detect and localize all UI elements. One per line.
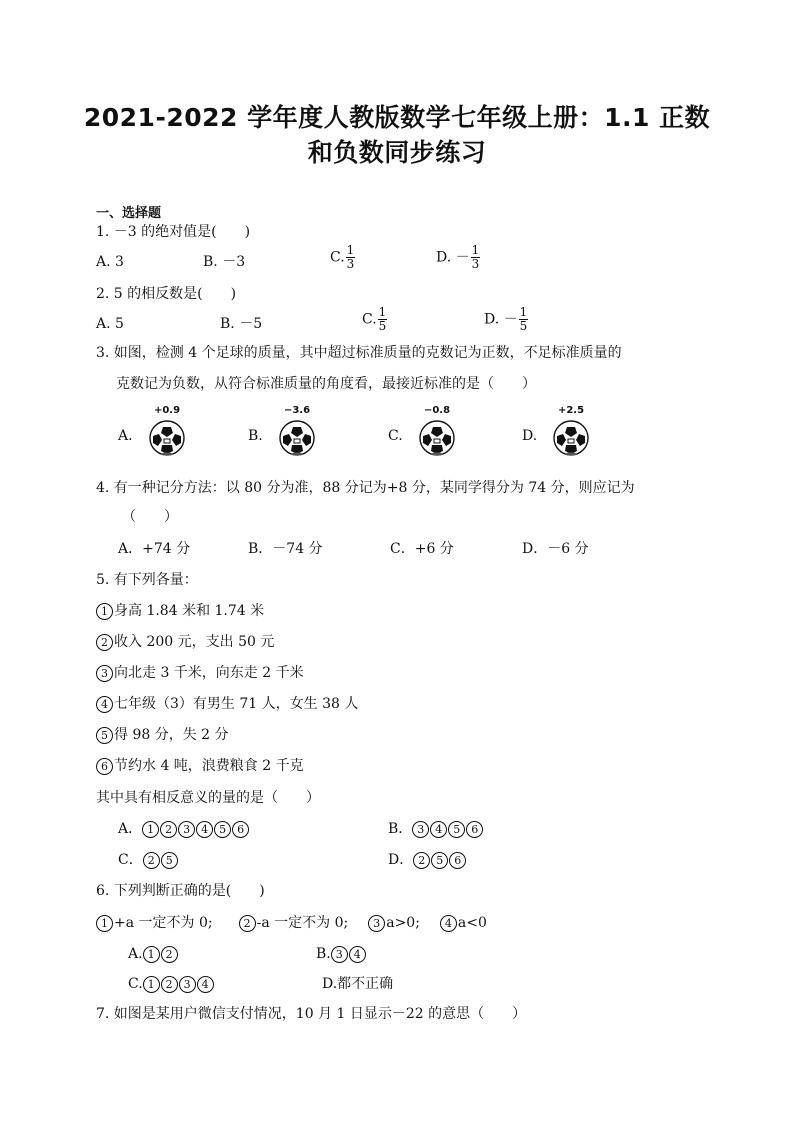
q2-c-prefix: C.: [362, 311, 377, 328]
q6-option-c: [128, 975, 215, 993]
circled-number: 6: [466, 821, 483, 838]
circled-number: 1: [142, 821, 159, 838]
q1-option-b: B. －3: [203, 254, 246, 270]
statement-2: -a 一定不为 0;: [256, 915, 349, 931]
circled-number: 1: [96, 915, 113, 932]
q5-item-text: 得 98 分，失 2 分: [114, 727, 229, 743]
q6-option-a: [128, 945, 179, 963]
numerator: 1: [346, 243, 355, 257]
q5-option-c: [118, 851, 179, 869]
circled-numbers: [143, 852, 179, 868]
q3-option-letter: C.: [388, 428, 403, 444]
mass-label: +2.5: [557, 405, 585, 416]
circled-number: 5: [431, 852, 448, 869]
circled-numbers: [143, 976, 215, 992]
q5-option-a: [118, 820, 250, 838]
soccer-ball-icon: [418, 419, 456, 461]
q4-option-c: C．+6 分: [390, 541, 454, 557]
fraction: [519, 306, 529, 333]
fraction: [378, 306, 388, 333]
circled-number: 2: [160, 821, 177, 838]
circled-number: 3: [331, 946, 348, 963]
q5-item: [96, 726, 229, 744]
option-letter: D．: [388, 852, 414, 868]
statement-3: a>0;: [386, 915, 420, 931]
circled-number: 2: [239, 915, 256, 932]
circled-number: 4: [96, 696, 113, 713]
circled-number: 4: [430, 821, 447, 838]
circled-number: 2: [143, 852, 160, 869]
q5-item-text: 身高 1.84 米和 1.74 米: [114, 603, 265, 619]
circled-number: 5: [96, 727, 113, 744]
circled-number: 1: [143, 976, 160, 993]
mass-label: −0.8: [423, 405, 451, 416]
q2-option-b: B. －5: [220, 316, 263, 332]
q3-option-letter: D.: [522, 428, 538, 444]
circled-number: 6: [449, 852, 466, 869]
q4-stem-line-2: （ ）: [122, 509, 178, 525]
q4-option-a: A．+74 分: [118, 541, 191, 557]
q1-option-c: [330, 244, 355, 271]
q5-item: [96, 633, 274, 651]
circled-number: 1: [96, 603, 113, 620]
circled-number: 3: [412, 821, 429, 838]
option-letter: B．: [388, 821, 413, 837]
q5-item: [96, 602, 264, 620]
circled-number: 4: [197, 976, 214, 993]
circled-number: 1: [143, 946, 160, 963]
page-title-line-2: 和负数同步练习: [307, 138, 487, 167]
statement-1: +a 一定不为 0;: [114, 915, 213, 931]
denominator: 3: [346, 257, 355, 271]
q4-option-d: D．－6 分: [522, 541, 589, 557]
option-letter: A.: [128, 946, 143, 962]
circled-number: 4: [349, 946, 366, 963]
q7-stem: 7. 如图是某用户微信支付情况，10 月 1 日显示－22 的意思（ ）: [96, 1006, 527, 1022]
circled-number: 5: [214, 821, 231, 838]
q2-option-c: [362, 306, 387, 333]
denominator: 5: [378, 319, 387, 333]
circled-numbers: [143, 946, 179, 962]
q5-option-b: [388, 820, 484, 838]
option-letter: C．: [118, 852, 143, 868]
option-letter: C.: [128, 976, 143, 992]
q1-option-d: [436, 244, 480, 271]
q4-option-b: B．－74 分: [248, 541, 323, 557]
q5-item-text: 节约水 4 吨，浪费粮食 2 千克: [114, 758, 304, 774]
circled-numbers: [412, 821, 484, 837]
circled-number: 6: [232, 821, 249, 838]
q3-stem-line-1: 3. 如图，检测 4 个足球的质量，其中超过标准质量的克数记为正数，不足标准质量的: [96, 345, 622, 361]
section-heading: 一、选择题: [96, 206, 162, 221]
q2-stem: 2. 5 的相反数是( ): [96, 286, 237, 302]
circled-number: 4: [196, 821, 213, 838]
q3-option-letter: A.: [118, 428, 133, 444]
page-title-line-1: 2021-2022 学年度人教版数学七年级上册：1.1 正数: [83, 103, 711, 132]
circled-number: 3: [96, 665, 113, 682]
circled-number: 6: [96, 758, 113, 775]
q5-item-text: 向北走 3 千米，向东走 2 千米: [114, 665, 304, 681]
q5-item: [96, 757, 304, 775]
circled-numbers: [413, 852, 467, 868]
denominator: 5: [519, 319, 528, 333]
q3-option-letter: B.: [248, 428, 263, 444]
option-letter: B.: [316, 946, 331, 962]
q1-c-prefix: C.: [330, 249, 345, 266]
numerator: 1: [378, 305, 387, 319]
numerator: 1: [519, 305, 528, 319]
circled-number: 4: [440, 915, 457, 932]
q1-d-prefix: D. －: [436, 249, 470, 266]
circled-number: 3: [178, 821, 195, 838]
denominator: 3: [471, 257, 480, 271]
numerator: 1: [471, 243, 480, 257]
q5-item: [96, 695, 358, 713]
q6-option-b: [316, 945, 367, 963]
q2-option-a: A. 5: [96, 316, 124, 332]
circled-number: 5: [161, 852, 178, 869]
q5-item: [96, 664, 304, 682]
soccer-ball-icon: [552, 419, 590, 461]
q3-stem-line-2: 克数记为负数，从符合标准质量的角度看，最接近标准的是（ ）: [116, 376, 536, 392]
mass-label: −3.6: [283, 405, 311, 416]
circled-number: 2: [161, 946, 178, 963]
q5-stem: 5. 有下列各量：: [96, 572, 198, 588]
soccer-ball-icon: [148, 419, 186, 461]
option-letter: A．: [118, 821, 143, 837]
q1-stem: 1. －3 的绝对值是( ): [96, 224, 251, 240]
q5-option-d: [388, 851, 467, 869]
mass-label: +0.9: [153, 405, 181, 416]
circled-number: 2: [96, 634, 113, 651]
q6-option-d: D.都不正确: [322, 976, 394, 992]
fraction: [346, 244, 356, 271]
q5-question: 其中具有相反意义的量的是（ ）: [96, 790, 320, 806]
q4-stem-line-1: 4. 有一种记分方法：以 80 分为准，88 分记为+8 分，某同学得分为 74 分，则应记为: [96, 480, 635, 496]
circled-number: 5: [448, 821, 465, 838]
q5-item-text: 收入 200 元，支出 50 元: [114, 634, 275, 650]
q6-stem: 6. 下列判断正确的是( ): [96, 883, 265, 899]
circled-numbers: [331, 946, 367, 962]
q2-option-d: [484, 306, 528, 333]
circled-number: 2: [413, 852, 430, 869]
q1-option-a: A. 3: [96, 254, 124, 270]
circled-number: 3: [368, 915, 385, 932]
q6-statements: [96, 914, 487, 932]
statement-4: a<0: [457, 915, 487, 931]
circled-number: 2: [161, 976, 178, 993]
fraction: [471, 244, 481, 271]
circled-numbers: [142, 821, 250, 837]
circled-number: 3: [179, 976, 196, 993]
q5-item-text: 七年级（3）有男生 71 人，女生 38 人: [114, 696, 359, 712]
q2-d-prefix: D. －: [484, 311, 518, 328]
soccer-ball-icon: [278, 419, 316, 461]
